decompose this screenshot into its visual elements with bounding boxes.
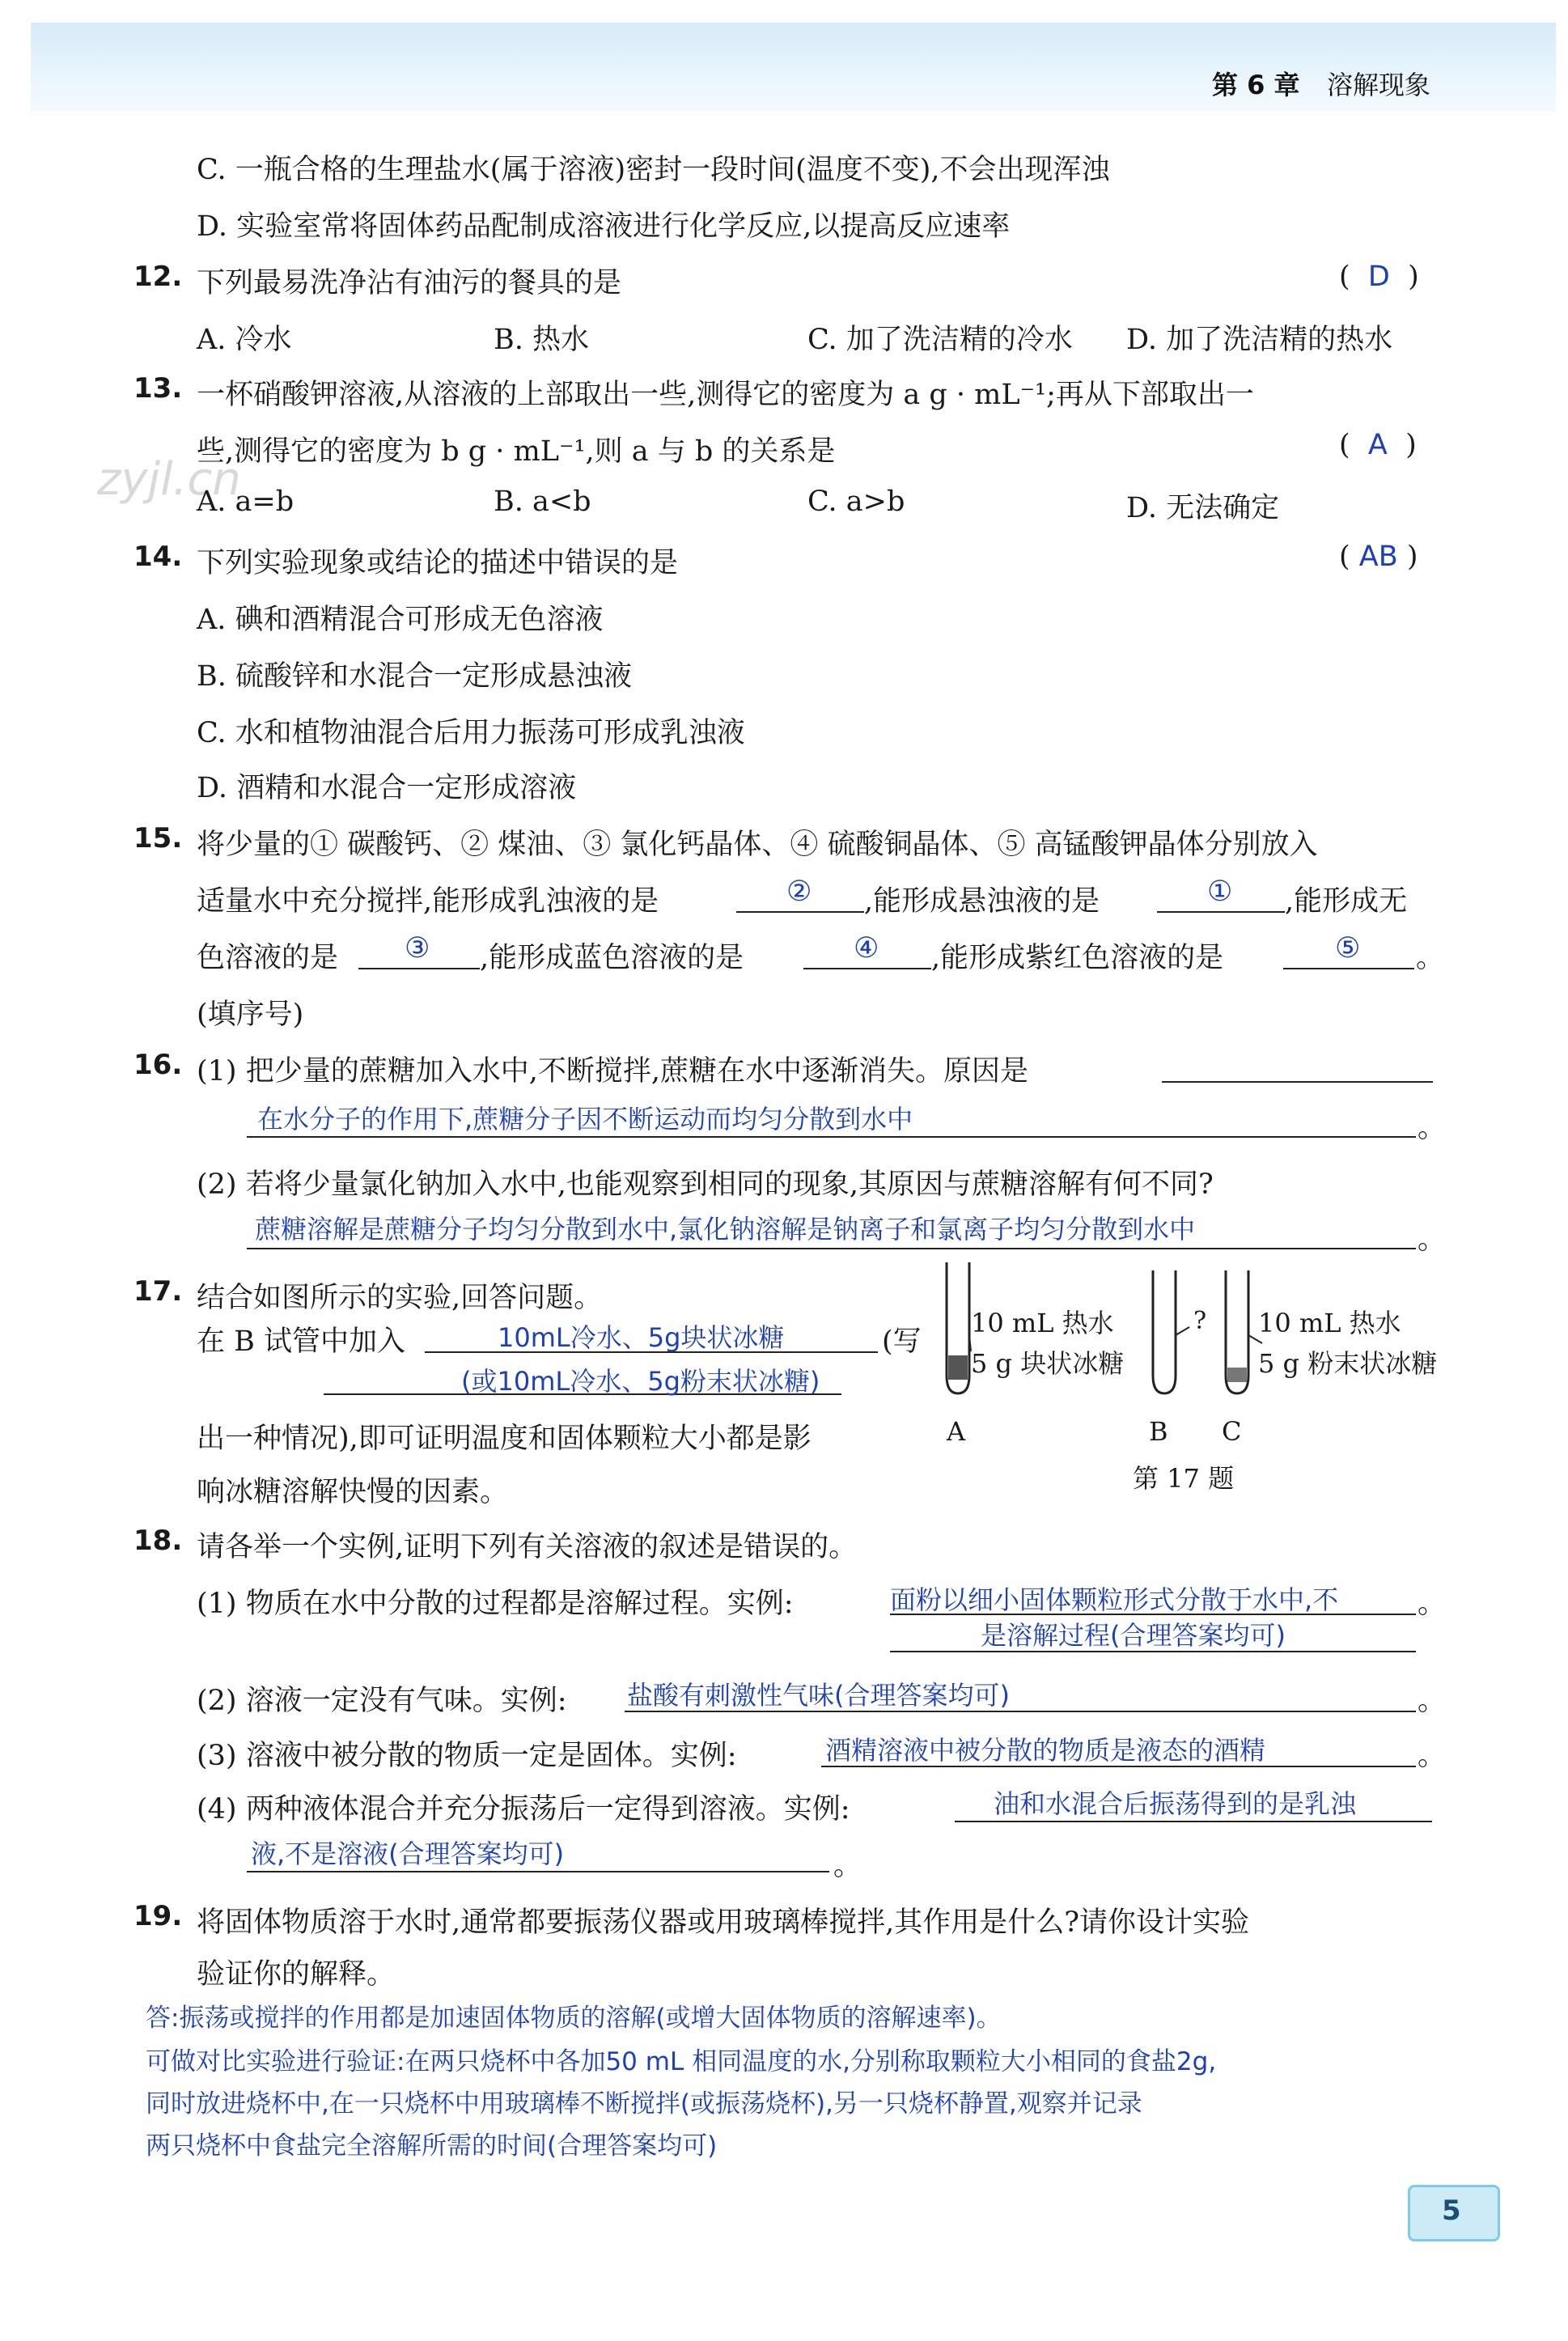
fig-label-c: C: [1222, 1416, 1242, 1447]
q13-line2: 些,测得它的密度为 b g · mL⁻¹,则 a 与 b 的关系是: [197, 435, 836, 468]
fig-a-label-2: 5 g 块状冰糖: [971, 1348, 1125, 1379]
q19-answer-3: 同时放进烧杯中,在一只烧杯中用玻璃棒不断搅拌(或振荡烧杯),另一只烧杯静置,观察并记录: [146, 2089, 1142, 2118]
q18-answer-1b: 是溶解过程(合理答案均可): [981, 1620, 1286, 1651]
q14-option-c: C. 水和植物油混合后用力振荡可形成乳浊液: [197, 717, 745, 749]
q17-answer-1: 10mL冷水、5g块状冰糖: [498, 1322, 785, 1353]
q13-line1: 一杯硝酸钾溶液,从溶液的上部取出一些,测得它的密度为 a g · mL⁻¹;再从下部取出一: [197, 379, 1254, 411]
q18-blank-1b: [890, 1651, 1416, 1652]
q12-option-d: D. 加了洗洁精的热水: [1126, 324, 1393, 356]
q16-answer-2: 蔗糖溶解是蔗糖分子均匀分散到水中,氯化钠溶解是钠离子和氯离子均匀分散到水中: [255, 1214, 1196, 1245]
q18-end-4: 。: [833, 1850, 862, 1882]
q12-stem: 下列最易洗净沾有油污的餐具的是: [197, 267, 622, 299]
q17-line2-b: (写: [882, 1325, 922, 1358]
q17-line4: 出一种情况),即可证明温度和固体颗粒大小都是影: [197, 1423, 812, 1455]
q13-option-b: B. a<b: [494, 486, 591, 518]
q16-end-1: 。: [1418, 1112, 1447, 1144]
q15-answer-5: ⑤: [1335, 932, 1361, 965]
q15-line1: 将少量的① 碳酸钙、② 煤油、③ 氯化钙晶体、④ 硫酸铜晶体、⑤ 高锰酸钾晶体分别放入: [197, 829, 1318, 861]
q15-line2-a: 适量水中充分搅拌,能形成乳浊液的是: [197, 885, 659, 918]
q14-number: 14.: [133, 541, 183, 573]
fig-c-label-2: 5 g 粉末状冰糖: [1258, 1348, 1438, 1379]
q19-line2: 验证你的解释。: [197, 1958, 396, 1991]
q13-option-a: A. a=b: [197, 486, 295, 518]
q18-end-2: 。: [1418, 1685, 1447, 1717]
q17-answer-2: (或10mL冷水、5g粉末状冰糖): [461, 1366, 820, 1397]
q16-part1: (1) 把少量的蔗糖加入水中,不断搅拌,蔗糖在水中逐渐消失。原因是: [197, 1055, 1028, 1088]
q14-option-d: D. 酒精和水混合一定形成溶液: [197, 772, 577, 804]
q13-answer-bracket: ( A ): [1339, 429, 1417, 461]
q15-blank-3: [358, 968, 480, 969]
q15-blank-2: [1157, 911, 1285, 913]
q12-option-a: A. 冷水: [197, 324, 292, 356]
q14-answer-bracket: ( AB ): [1339, 541, 1418, 573]
q18-part1: (1) 物质在水中分散的过程都是溶解过程。实例:: [197, 1588, 794, 1620]
q18-part3: (3) 溶液中被分散的物质一定是固体。实例:: [197, 1740, 737, 1772]
q18-answer-3: 酒精溶液中被分散的物质是液态的酒精: [825, 1735, 1266, 1766]
q15-answer-4: ④: [854, 932, 879, 965]
q13-number: 13.: [133, 372, 183, 405]
fig-label-b: B: [1149, 1416, 1168, 1447]
q18-number: 18.: [133, 1525, 183, 1557]
q15-line3-a: 色溶液的是: [197, 942, 339, 974]
fig-a-label-1: 10 mL 热水: [971, 1308, 1114, 1338]
q12-answer-bracket: ( D ): [1339, 261, 1419, 293]
fig-caption: 第 17 题: [1133, 1463, 1235, 1494]
q15-blank-4: [803, 968, 931, 969]
q15-answer-1: ②: [786, 876, 812, 908]
q18-blank-4a: [955, 1821, 1432, 1822]
q19-answer-4: 两只烧杯中食盐完全溶解所需的时间(合理答案均可): [146, 2131, 718, 2161]
q18-answer-2: 盐酸有刺激性气味(合理答案均可): [627, 1680, 1010, 1711]
q15-answer-3: ③: [405, 932, 430, 965]
q19-line1: 将固体物质溶于水时,通常都要振荡仪器或用玻璃棒搅拌,其作用是什么?请你设计实验: [197, 1906, 1250, 1939]
q18-end-1: 。: [1418, 1588, 1447, 1620]
q18-part4: (4) 两种液体混合并充分振荡后一定得到溶液。实例:: [197, 1793, 850, 1826]
q15-line3-c: ,能形成紫红色溶液的是: [931, 942, 1224, 974]
q18-blank-2: [625, 1711, 1416, 1712]
q14-answer: AB: [1358, 541, 1398, 573]
q12-number: 12.: [133, 261, 183, 293]
chapter-title: 溶解现象: [1327, 70, 1431, 100]
q16-blank-1a: [1162, 1081, 1433, 1083]
tube-c: [1226, 1270, 1262, 1393]
q19-number: 19.: [133, 1900, 183, 1932]
q17-line5: 响冰糖溶解快慢的因素。: [197, 1476, 509, 1508]
q18-end-3: 。: [1418, 1740, 1447, 1772]
q15-blank-1: [736, 911, 864, 913]
q17-line2-a: 在 B 试管中加入: [197, 1325, 405, 1358]
q12-option-c: C. 加了洗洁精的冷水: [807, 324, 1073, 356]
fig-c-label-1: 10 mL 热水: [1258, 1308, 1401, 1338]
q11-option-d: D. 实验室常将固体药品配制成溶液进行化学反应,以提高反应速率: [197, 210, 1011, 243]
page-number: 5: [1442, 2195, 1461, 2227]
q15-line3-end: 。: [1416, 942, 1445, 974]
q16-answer-1: 在水分子的作用下,蔗糖分子因不断运动而均匀分散到水中: [257, 1104, 913, 1134]
q14-option-a: A. 碘和酒精混合可形成无色溶液: [197, 604, 604, 636]
q19-answer-1: 答:振荡或搅拌的作用都是加速固体物质的溶解(或增大固体物质的溶解速率)。: [146, 2004, 1002, 2033]
q15-line3-b: ,能形成蓝色溶液的是: [480, 942, 744, 974]
q18-stem: 请各举一个实例,证明下列有关溶液的叙述是错误的。: [197, 1531, 858, 1563]
q18-answer-4a: 油和水混合后振荡得到的是乳浊: [994, 1788, 1357, 1819]
q18-part2: (2) 溶液一定没有气味。实例:: [197, 1685, 567, 1717]
q12-option-b: B. 热水: [494, 324, 589, 356]
q15-line2-c: ,能形成无: [1285, 885, 1408, 918]
fig-label-a: A: [947, 1416, 966, 1447]
q15-line4: (填序号): [197, 999, 304, 1031]
q13-answer: A: [1367, 429, 1388, 461]
q15-line2-b: ,能形成悬浊液的是: [864, 885, 1100, 918]
q18-blank-3: [821, 1766, 1416, 1767]
q19-answer-2: 可做对比实验进行验证:在两只烧杯中各加50 mL 相同温度的水,分别称取颗粒大小相同的食盐2g,: [146, 2047, 1217, 2076]
q16-blank-2: [247, 1248, 1416, 1249]
q17-stem: 结合如图所示的实验,回答问题。: [197, 1282, 603, 1314]
q18-blank-4b: [247, 1871, 829, 1872]
q15-blank-5: [1283, 968, 1414, 969]
q14-option-b: B. 硫酸锌和水混合一定形成悬浊液: [197, 660, 632, 693]
q12-answer: D: [1367, 261, 1390, 293]
q11-option-c: C. 一瓶合格的生理盐水(属于溶液)密封一段时间(温度不变),不会出现浑浊: [197, 154, 1110, 186]
q16-end-2: 。: [1418, 1224, 1447, 1256]
q17-number: 17.: [133, 1275, 183, 1308]
q15-number: 15.: [133, 822, 183, 855]
q14-stem: 下列实验现象或结论的描述中错误的是: [197, 547, 679, 579]
fig-b-label: ?: [1193, 1307, 1207, 1335]
q15-answer-2: ①: [1207, 876, 1233, 908]
tube-a: [947, 1262, 971, 1393]
q13-option-c: C. a>b: [807, 486, 905, 518]
q13-option-d: D. 无法确定: [1126, 492, 1280, 524]
q16-number: 16.: [133, 1049, 183, 1081]
tube-b: [1153, 1270, 1189, 1393]
watermark: zyjl.cn: [97, 453, 241, 506]
q18-answer-4b: 液,不是溶液(合理答案均可): [251, 1838, 565, 1869]
q16-blank-1b: [247, 1136, 1416, 1138]
q16-part2: (2) 若将少量氯化钠加入水中,也能观察到相同的现象,其原因与蔗糖溶解有何不同?: [197, 1168, 1214, 1201]
chapter-label: 第 6 章: [1212, 70, 1300, 100]
q18-answer-1a: 面粉以细小固体颗粒形式分散于水中,不: [890, 1584, 1339, 1615]
